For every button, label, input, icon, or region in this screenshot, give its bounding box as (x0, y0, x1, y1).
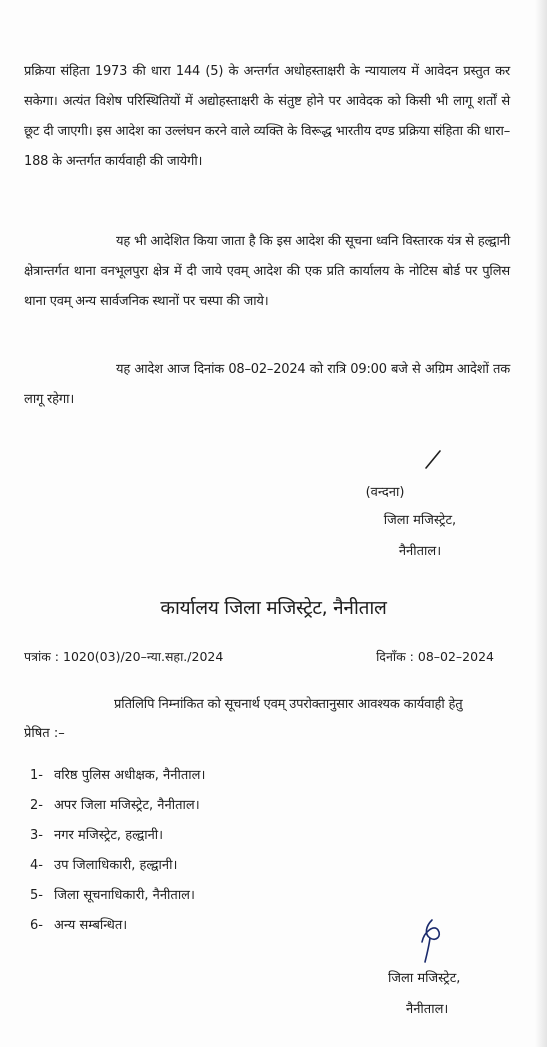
order-paragraph-1: प्रक्रिया संहिता 1973 की धारा 144 (5) के अन्तर्गत अधोहस्ताक्षरी के न्यायालय में आवेदन प्रस्तुत कर सकेगा। अत्यंत विशेष परिस्थितियों में अद्योहस्ताक्षरी के संतुष्ट होने पर आवेदक को किसी भी लागू शर्तों से छूट दी जाएगी। इस आदेश का उल्लंघन करने वाले व्यक्ति के विरूद्ध भारतीय दण्ड प्रक्रिया संहिता की धारा–188 के अन्तर्गत कार्यवाही की जायेगी। (24, 64, 510, 169)
list-item: 3- नगर मजिस्ट्रेट, हल्द्वानी। (30, 828, 164, 843)
recipient-text: जिला सूचनाधिकारी, नैनीताल। (54, 888, 195, 903)
list-item: 6- अन्य सम्बन्धित। (30, 918, 128, 933)
signatory-place-2: नैनीताल। (406, 1002, 449, 1017)
recipient-text: उप जिलाधिकारी, हल्द्वानी। (54, 858, 178, 873)
signatory-place: नैनीताल। (398, 544, 442, 559)
signatory-title-2: जिला मजिस्ट्रेट, (388, 971, 461, 986)
list-item: 4- उप जिलाधिकारी, हल्द्वानी। (30, 858, 178, 873)
list-item: 1- वरिष्ठ पुलिस अधीक्षक, नैनीताल। (30, 768, 206, 783)
signatory-title: जिला मजिस्ट्रेट, (383, 513, 457, 528)
signature-icon (412, 916, 448, 964)
recipient-list (30, 765, 205, 945)
signatory-name: (वन्दना) (365, 485, 405, 500)
copy-forwarded-tail: प्रेषित :– (24, 726, 65, 741)
order-paragraph-2: यह भी आदेशित किया जाता है कि इस आदेश की सूचना ध्वनि विस्तारक यंत्र से हल्द्वानी क्षेत्रान्तर्गत थाना वनभूलपुरा क्षेत्र में दी जाये एवम् आदेश की एक प्रति कार्यालय के नोटिस बोर्ड पर पुलिस थाना एवम् अन्य सार्वजनिक स्थानों पर चस्पा की जाये। (24, 234, 510, 309)
recipient-text: नगर मजिस्ट्रेट, हल्द्वानी। (54, 828, 164, 843)
order-paragraph-3: यह आदेश आज दिनांक 08–02–2024 को रात्रि 09:00 बजे से अग्रिम आदेशों तक लागू रहेगा। (24, 362, 510, 407)
page-edge-shadow (535, 0, 547, 1047)
recipient-text: अपर जिला मजिस्ट्रेट, नैनीताल। (54, 798, 200, 813)
copy-forwarded-line: प्रतिलिपि निम्नांकित को सूचनार्थ एवम् उपरोक्तानुसार आवश्यक कार्यवाही हेतु (114, 697, 463, 712)
office-heading: कार्यालय जिला मजिस्ट्रेट, नैनीताल (160, 597, 387, 619)
list-item: 5- जिला सूचनाधिकारी, नैनीताल। (30, 888, 195, 903)
recipient-text: अन्य सम्बन्धित। (54, 918, 128, 933)
letter-date: दिनाँक : 08–02–2024 (376, 649, 494, 664)
list-item: 2- अपर जिला मजिस्ट्रेट, नैनीताल। (30, 798, 200, 813)
signature-mark-icon (422, 448, 444, 470)
letter-number: पत्रांक : 1020(03)/20–न्या.सहा./2024 (24, 649, 224, 664)
recipient-text: वरिष्ठ पुलिस अधीक्षक, नैनीताल। (54, 768, 206, 783)
